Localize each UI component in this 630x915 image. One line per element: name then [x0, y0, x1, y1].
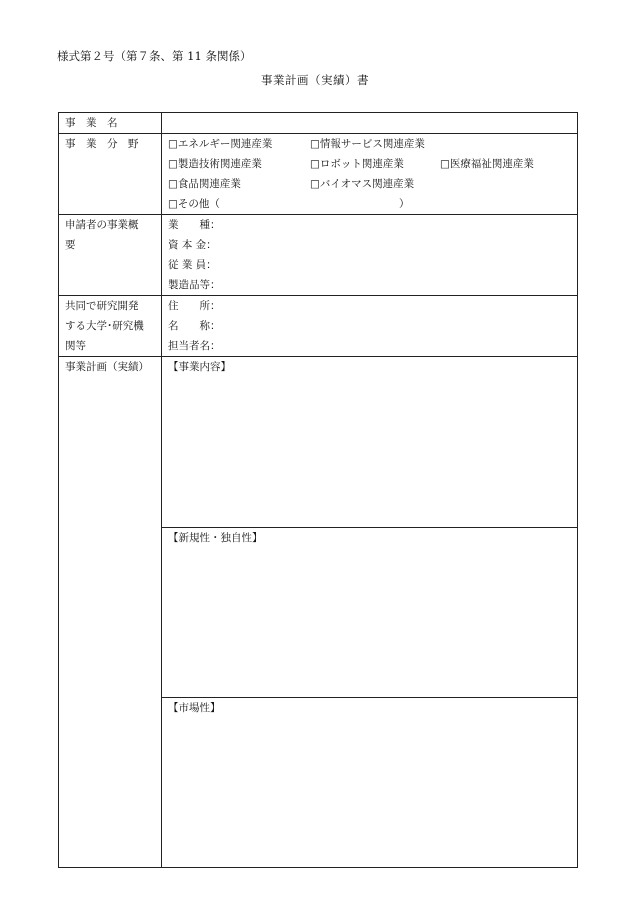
project-name-label: 事 業 名 [65, 117, 118, 129]
project-name-label-cell [59, 113, 162, 134]
section-heading: 【新規性・独自性】 [168, 532, 263, 544]
project-name-row [59, 113, 578, 134]
address-field[interactable]: 住 所： [168, 300, 221, 312]
section-novelty[interactable] [162, 527, 577, 697]
applicant-fields [162, 215, 578, 296]
field-option-row-other [162, 194, 577, 214]
checkbox-biomass[interactable]: □バイオマス関連産業 [310, 178, 415, 190]
applicant-label-cell [59, 215, 162, 296]
other-close-paren: ） [399, 198, 410, 210]
field-option-row [162, 154, 577, 174]
university-fields [162, 296, 578, 357]
applicant-row [59, 215, 578, 296]
section-business-content[interactable] [162, 357, 577, 527]
plan-row [59, 357, 578, 868]
checkbox-manufacturing-tech[interactable]: □製造技術関連産業 [168, 158, 262, 170]
business-field-label: 事 業 分 野 [65, 138, 139, 150]
checkbox-food[interactable]: □食品関連産業 [168, 178, 241, 190]
form-number: 様式第２号（第７条、第 11 条関係） [57, 49, 252, 63]
contact-person-field[interactable]: 担当者名： [168, 340, 221, 352]
business-plan-form [58, 112, 578, 868]
name-field[interactable]: 名 称： [168, 320, 221, 332]
university-row [59, 296, 578, 357]
project-name-value[interactable] [162, 113, 577, 133]
section-heading: 【市場性】 [168, 702, 221, 714]
employees-field[interactable]: 従 業 員： [168, 259, 217, 271]
checkbox-robot[interactable]: □ロボット関連産業 [310, 158, 404, 170]
industry-field[interactable]: 業 種： [168, 219, 221, 231]
products-field[interactable]: 製造品等： [168, 279, 221, 291]
field-option-row [162, 134, 577, 154]
plan-label-cell [59, 357, 162, 868]
document-title: 事業計画（実績）書 [261, 73, 369, 87]
applicant-label-line: 要 [65, 239, 76, 251]
section-heading: 【事業内容】 [168, 361, 231, 373]
checkbox-info-service[interactable]: □情報サービス関連産業 [310, 138, 425, 150]
project-name-field[interactable] [162, 113, 578, 134]
capital-field[interactable]: 資 本 金： [168, 239, 217, 251]
checkbox-other[interactable]: □その他（ [168, 198, 220, 210]
plan-sections [162, 357, 578, 868]
section-marketability[interactable] [162, 697, 577, 867]
university-label-line: 関等 [65, 340, 86, 352]
university-label-line: 共同で研究開発 [65, 300, 139, 312]
business-field-options [162, 134, 578, 215]
university-label-cell [59, 296, 162, 357]
business-field-row [59, 134, 578, 215]
checkbox-energy[interactable]: □エネルギー関連産業 [168, 138, 273, 150]
university-label-line: する大学･研究機 [65, 320, 144, 332]
field-option-row [162, 174, 577, 194]
plan-label: 事業計画（実績） [65, 361, 149, 373]
business-field-label-cell [59, 134, 162, 215]
applicant-label-line: 申請者の事業概 [65, 219, 139, 231]
checkbox-medical-welfare[interactable]: □医療福祉関連産業 [440, 158, 534, 170]
